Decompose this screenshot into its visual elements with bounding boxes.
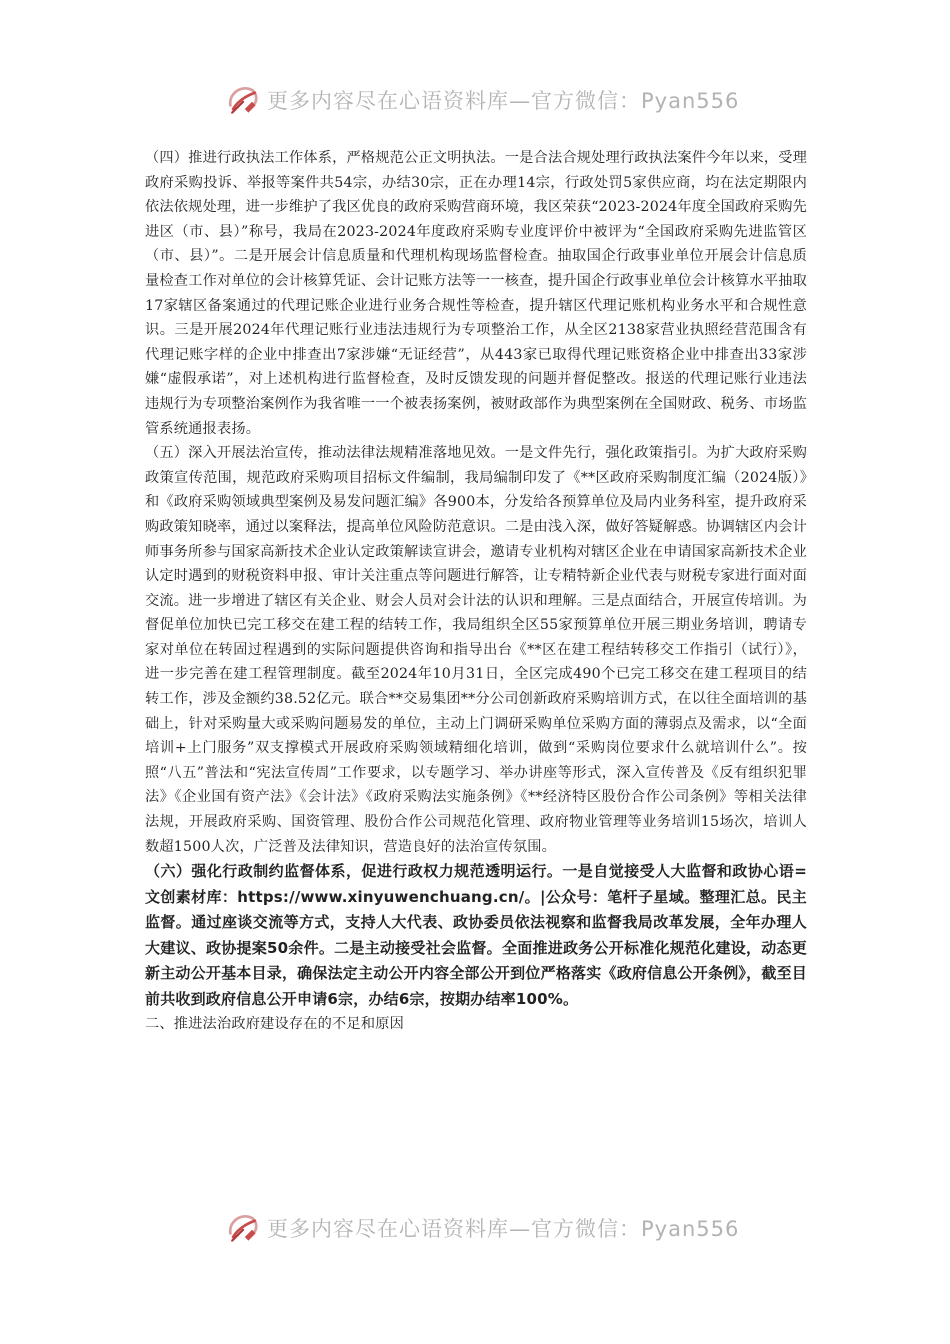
header-watermark-banner <box>225 82 739 118</box>
watermark-text: 更多内容尽在心语资料库—官方微信：Pyan556 <box>267 1217 740 1241</box>
footer-watermark-banner <box>225 1210 739 1246</box>
paragraph-section-6: （六）强化行政制约监督体系，促进行政权力规范透明运行。一是自觉接受人大监督和政协心语=文创素材库：https://www.xinyuwenchuang.cn/。|公众号：笔杆子星域。整理汇总。民主监督。通过座谈交流等方式，支持人大代表、政协委员依法视察和监督我局改革发展，全年办理人大建议、政协提案50余件。二是主动接受社会监督。全面推进政务公开标准化规范化建设，动态更新主动公开基本目录，确保法定主动公开内容全部公开到位严格落实《政府信息公开条例》，截至目前共收到政府信息公开申请6宗，办结6宗，按期办结率100%。 <box>145 862 807 1008</box>
watermark-text: 更多内容尽在心语资料库—官方微信：Pyan556 <box>267 89 740 113</box>
paragraph-section-4: （四）推进行政执法工作体系，严格规范公正文明执法。一是合法合规处理行政执法案件今年以来，受理政府采购投诉、举报等案件共54宗，办结30宗，正在办理14宗，行政处罚5家供应商，均在法定期限内依法依规处理，进一步维护了我区优良的政府采购营商环境，我区荣获“2023-2024年度全国政府采购先进区（市、县）”称号，我局在2023-2024年度政府采购专业度评价中被评为“全国政府采购先进监管区（市、县）”。二是开展会计信息质量和代理机构现场监督检查。抽取国企行政事业单位开展会计信息质量检查工作对单位的会计核算凭证、会计记账方法等一一核查，提升国企行政事业单位会计核算水平抽取17家辖区备案通过的代理记账企业进行业务合规性等检查，提升辖区代理记账机构业务水平和合规性意识。三是开展2024年代理记账行业违法违规行为专项整治工作，从全区2138家营业执照经营范围含有代理记账字样的企业中排查出7家涉嫌“无证经营”，从443家已取得代理记账资格企业中排查出33家涉嫌“虚假承诺”，对上述机构进行监督检查，及时反馈发现的问题并督促整改。报送的代理记账行业违法违规行为专项整治案例作为我省唯一一个被表扬案例，被财政部作为典型案例在全国财政、税务、市场监管系统通报表扬。 <box>145 150 807 437</box>
section-heading-shortcomings: 二、推进法治政府建设存在的不足和原因 <box>145 1016 404 1033</box>
paragraph-section-5: （五）深入开展法治宣传，推动法律法规精准落地见效。一是文件先行，强化政策指引。为扩大政府采购政策宣传范围，规范政府采购项目招标文件编制，我局编制印发了《**区政府采购制度汇编（2024版）》和《政府采购领域典型案例及易发问题汇编》各900本，分发给各预算单位及局内业务科室，提升政府采购政策知晓率，通过以案释法，提高单位风险防范意识。二是由浅入深，做好答疑解惑。协调辖区内会计师事务所参与国家高新技术企业认定政策解读宣讲会，邀请专业机构对辖区企业在申请国家高新技术企业认定时遇到的财税资料申报、审计关注重点等问题进行解答，让专精特新企业代表与财税专家进行面对面交流。进一步增进了辖区有关企业、财会人员对会计法的认识和理解。三是点面结合，开展宣传培训。为督促单位加快已完工移交在建工程的结转工作，我局组织全区55家预算单位开展三期业务培训，聘请专家对单位在转固过程遇到的实际问题提供咨询和指导出台《**区在建工程结转移交工作指引（试行）》，进一步完善在建工程管理制度。截至2024年10月31日，全区完成490个已完工移交在建工程项目的结转工作，涉及金额约38.52亿元。联合**交易集团**分公司创新政府采购培训方式，在以往全面培训的基础上，针对采购量大或采购问题易发的单位，主动上门调研采购单位采购方面的薄弱点及需求，以“全面培训+上门服务”双支撑模式开展政府采购领域精细化培训，做到“采购岗位要求什么就培训什么”。按照“八五”普法和“宪法宣传周”工作要求，以专题学习、举办讲座等形式，深入宣传普及《反有组织犯罪法》《企业国有资产法》《会计法》《政府采购法实施条例》《**经济特区股份合作公司条例》等相关法律法规，开展政府采购、国资管理、股份合作公司规范化管理、政府物业管理等业务培训15场次，培训人数超1500人次，广泛普及法律知识，营造良好的法治宣传氛围。 <box>145 445 807 855</box>
pen-nib-swirl-icon <box>225 1210 261 1246</box>
document-body <box>145 146 807 1037</box>
pen-nib-swirl-icon <box>225 82 261 118</box>
